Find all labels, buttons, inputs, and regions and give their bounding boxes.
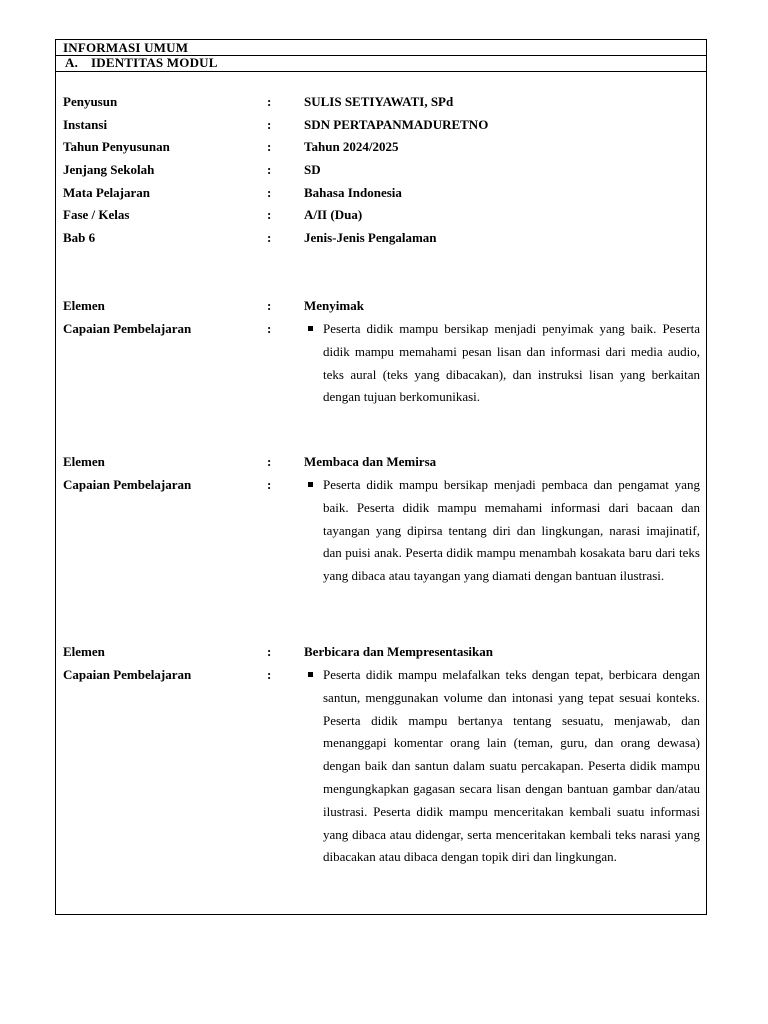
colon: : bbox=[267, 117, 272, 132]
colon: : bbox=[267, 477, 272, 492]
element-value: Membaca dan Memirsa bbox=[304, 454, 437, 469]
field-label: Bab 6 bbox=[63, 230, 96, 245]
field-value: SULIS SETIYAWATI, SPd bbox=[304, 94, 454, 109]
square-bullet-icon bbox=[308, 672, 313, 677]
learning-outcome-label: Capaian Pembelajaran bbox=[63, 321, 192, 336]
colon: : bbox=[267, 298, 272, 313]
identity-row bbox=[56, 93, 706, 115]
element-row bbox=[56, 297, 706, 319]
colon: : bbox=[267, 454, 272, 469]
colon: : bbox=[267, 207, 272, 222]
field-label: Jenjang Sekolah bbox=[63, 162, 155, 177]
field-label: Fase / Kelas bbox=[63, 207, 130, 222]
identity-row bbox=[56, 229, 706, 251]
document-frame bbox=[55, 39, 707, 915]
colon: : bbox=[267, 230, 272, 245]
colon: : bbox=[267, 162, 272, 177]
field-value: Bahasa Indonesia bbox=[304, 185, 402, 200]
field-label: Mata Pelajaran bbox=[63, 185, 151, 200]
field-value: Jenis-Jenis Pengalaman bbox=[304, 230, 437, 245]
field-label: Penyusun bbox=[63, 94, 118, 109]
identity-row bbox=[56, 138, 706, 160]
colon: : bbox=[267, 94, 272, 109]
element-label: Elemen bbox=[63, 454, 105, 469]
subsection-number: A. bbox=[65, 55, 79, 70]
subsection-title: IDENTITAS MODUL bbox=[91, 55, 218, 70]
element-value: Berbicara dan Mempresentasikan bbox=[304, 644, 493, 659]
element-row bbox=[56, 453, 706, 475]
square-bullet-icon bbox=[308, 326, 313, 331]
element-value: Menyimak bbox=[304, 298, 364, 313]
field-value: A/II (Dua) bbox=[304, 207, 363, 222]
identity-row bbox=[56, 184, 706, 206]
element-label: Elemen bbox=[63, 644, 105, 659]
section-heading: INFORMASI UMUM bbox=[56, 40, 706, 56]
element-label: Elemen bbox=[63, 298, 105, 313]
colon: : bbox=[267, 139, 272, 154]
field-value: SD bbox=[304, 162, 321, 177]
identity-row bbox=[56, 206, 706, 228]
identity-row bbox=[56, 116, 706, 138]
identity-row bbox=[56, 161, 706, 183]
learning-outcome-text: Peserta didik mampu bersikap menjadi pembaca dan pengamat yang baik. Peserta didik mampu memahami informasi dari bacaan dan tayangan yang dipirsa tentang diri dan lingkungan, narasi imajinatif, dan puisi anak. Peserta didik mampu menambah kosakata baru dari teks yang dibaca atau tayangan yang diamati dengan bantuan ilustrasi. bbox=[323, 477, 700, 584]
field-value: Tahun 2024/2025 bbox=[304, 139, 399, 154]
learning-outcome-text: Peserta didik mampu melafalkan teks dengan tepat, berbicara dengan santun, menggunakan volume dan intonasi yang tepat sesuai konteks. Peserta didik mampu bertanya tentang sesuatu, menjawab, dan menanggapi komentar orang lain (teman, guru, dan orang dewasa) dengan baik dan santun dalam suatu percakapan. Peserta didik mampu mengungkapkan gagasan secara lisan dengan bantuan gambar dan/atau ilustrasi. Peserta didik mampu menceritakan kembali suatu informasi yang dibaca atau didengar, serta menceritakan kembali teks narasi yang dibacakan atau dibaca dengan topik diri dan lingkungan. bbox=[323, 667, 700, 865]
learning-outcome-text: Peserta didik mampu bersikap menjadi penyimak yang baik. Peserta didik mampu memahami pesan lisan dan informasi dari media audio, teks aural (teks yang dibacakan), dan instruksi lisan yang berkaitan dengan tujuan berkomunikasi. bbox=[323, 321, 700, 405]
learning-outcome-label: Capaian Pembelajaran bbox=[63, 477, 192, 492]
field-label: Tahun Penyusunan bbox=[63, 139, 170, 154]
field-value: SDN PERTAPANMADURETNO bbox=[304, 117, 489, 132]
learning-outcome-label: Capaian Pembelajaran bbox=[63, 667, 192, 682]
colon: : bbox=[267, 644, 272, 659]
colon: : bbox=[267, 667, 272, 682]
square-bullet-icon bbox=[308, 482, 313, 487]
colon: : bbox=[267, 185, 272, 200]
field-label: Instansi bbox=[63, 117, 108, 132]
element-row bbox=[56, 643, 706, 665]
subsection-heading bbox=[56, 55, 706, 72]
colon: : bbox=[267, 321, 272, 336]
